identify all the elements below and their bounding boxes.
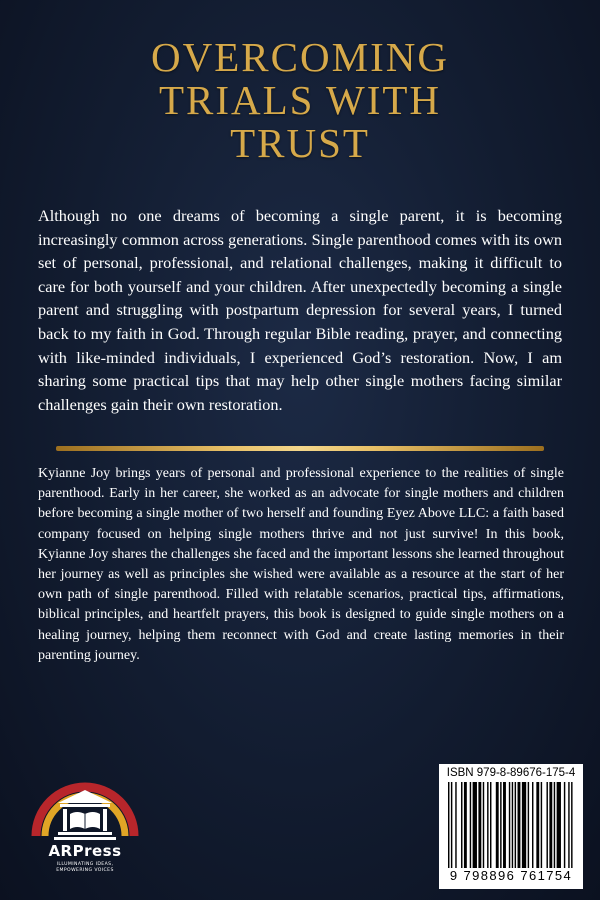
gold-divider [56,446,544,451]
barcode-bar [564,782,565,868]
barcode-bar [451,782,452,868]
barcode-bar [470,782,471,868]
barcode-bar [518,782,521,868]
barcode-bar [541,782,542,868]
book-blurb: Although no one dreams of becoming a single parent, it is becoming increasingly common across generations. Single parenthood comes with its own set of personal, professional, and relational challenges, making it difficult to care for both yourself and your children. After unexpectedly becoming a single parent and struggling with postpartum depression for several years, I turned back to my faith in God. Through regular Bible reading, prayer, and connecting with like-minded individuals, I experienced God’s restoration. Now, I am sharing some practical tips that may help other single mothers facing similar challenges gain their own restoration. [38,206,562,414]
barcode-bar [557,782,561,868]
barcode-bar [496,782,499,868]
isbn-label: ISBN 979-8-89676-175-4 [446,767,576,779]
title-line-1: OVERCOMING [151,34,449,80]
barcode-bar [473,782,477,868]
author-bio: Kyianne Joy brings years of personal and professional experience to the realities of single parenthood. Early in her career, she worked as an advocate for single mothers and children before becoming a single mother of two herself and founding Eyez Above LLC: a faith based company focused on helping single mothers thrive and not just survive! In this book, Kyianne Joy shares the challenges she faced and the important lessons she learned throughout her journey as well as principles she wished were available as a resource at the start of her own path of single parenthood. Filled with relatable scenarios, practical tips, affirmations, biblical principles, and heartfelt prayers, this book is designed to guide single mothers on a healing journey, helping them reconnect with God and create lasting memories in their parenting journey. [38,466,565,663]
barcode-bar [528,782,529,868]
barcode-bar [568,782,569,868]
barcode-bar [522,782,526,868]
barcode-bar [483,782,484,868]
barcode-bar [549,782,552,868]
isbn-barcode [439,764,583,889]
barcode-bar [455,782,456,868]
barcode-digits: 9 798896 761754 [449,868,573,883]
barcode-bar [478,782,481,868]
publisher-tagline [30,862,140,874]
barcode-bar [571,782,572,868]
barcode-bar [509,782,510,868]
barcode-bar [464,782,467,868]
barcode-bar [554,782,555,868]
barcode-bar [448,782,449,868]
barcode-bar [487,782,488,868]
publisher-name: ARPress [48,842,122,860]
barcode-bar [532,782,533,868]
barcode-bar [546,782,547,868]
barcode-bar [500,782,501,868]
book-title [0,36,600,165]
title-line-3: TRUST [230,120,370,166]
title-line-2: TRIALS WITH [158,77,441,123]
publisher-tagline-line-2: EMPOWERING VOICES [56,868,114,873]
barcode-bar [490,782,491,868]
barcode-bar [512,782,513,868]
barcode-bar [503,782,506,868]
barcode-bar [515,782,516,868]
barcode-bar [536,782,539,868]
barcode-bars [448,782,574,868]
barcode-bar [461,782,462,868]
publisher-tagline-line-1: ILLUMINATING IDEAS, [56,862,114,867]
